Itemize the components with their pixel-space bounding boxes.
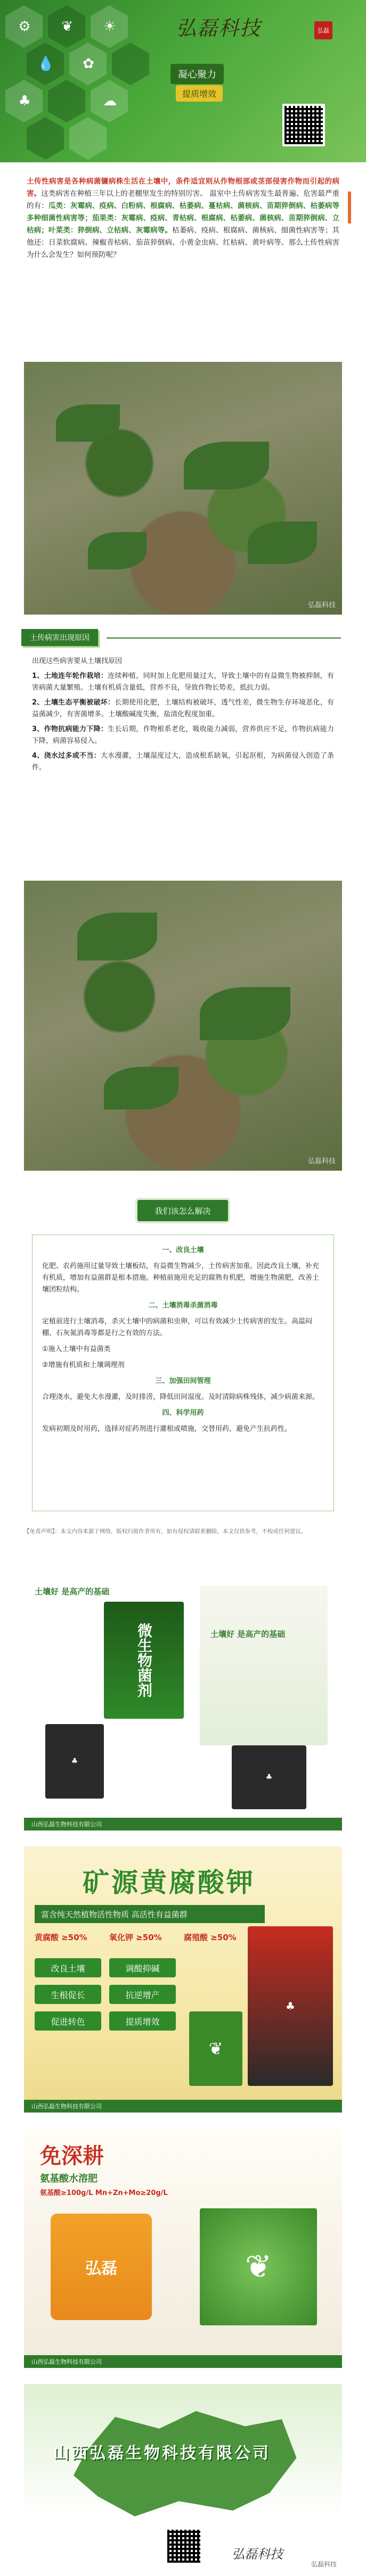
spec-stat: 氧化钾 ≥50% — [109, 1933, 162, 1942]
crop-photo — [24, 881, 342, 1171]
hex-decor — [69, 117, 107, 160]
ad-subtitle: 氨基酸水溶肥 — [40, 2173, 97, 2184]
cause-item — [32, 670, 334, 694]
solution-paragraph: 发病初期及时用药，选择对症药剂进行灌根或喷施，交替用药，避免产生抗药性。 — [42, 1425, 292, 1433]
solution-subheading: 二、土壤消毒杀菌消毒 — [148, 1302, 218, 1310]
leaf-shape — [184, 442, 269, 490]
cause-item — [32, 724, 334, 747]
solution-button[interactable]: 我们该怎么解决 — [137, 1200, 228, 1221]
solution-heading: 一、改良土壤 — [162, 1246, 204, 1254]
banner-tag-secondary: 提质增效 — [176, 85, 223, 102]
solution-subheading: 三、加强田间管理 — [155, 1377, 211, 1385]
ad-footer: 山西弘磊生物科技有限公司 — [24, 2355, 342, 2368]
drop-icon: 💧 — [37, 56, 55, 72]
product-bag: ♣ — [45, 1724, 104, 1799]
product-bucket: 弘磊 — [51, 2214, 152, 2320]
ad-subtitle: 富含纯天然植物活性物质 高活性有益菌群 — [35, 1905, 265, 1923]
product-ad-humic[interactable] — [24, 1846, 342, 2113]
brand-script-logo: 弘磊科技 — [176, 16, 262, 40]
footer-watermark: 弘磊科技 — [311, 2561, 337, 2568]
product-card — [200, 1586, 328, 1745]
cause-body: 长期使用化肥，土壤结构被破坏，透气性差，微生物生存环境恶化，有益菌减少，有害菌增多。土壤酸碱度失衡，盐渍化程度加重。 — [32, 699, 334, 718]
leaf-shape — [248, 521, 317, 564]
ad-title: 矿源黄腐酸钾 — [83, 1867, 255, 1898]
cause-head: 1、土地连年轮作栽培： — [32, 672, 108, 680]
page-footer — [24, 2384, 342, 2576]
cause-body: 生长后期，作物根系老化，吸收能力减弱，营养供应不足，作物抗病能力下降，病菌容易侵入。 — [32, 725, 334, 745]
product-bag: ♣ — [232, 1745, 306, 1809]
benefit-pill: 提质增效 — [109, 2011, 176, 2031]
cloud-icon: ☁ — [103, 93, 117, 109]
brand-script-logo: 弘磊科技 — [232, 2547, 283, 2562]
spec-stat: 腐殖酸 ≥50% — [184, 1933, 237, 1942]
solution-box — [32, 1235, 334, 1511]
tractor-icon: ⚙ — [18, 19, 31, 35]
cause-head: 3、作物抗病能力下降： — [32, 725, 108, 733]
photo-watermark: 弘磊科技 — [307, 1157, 336, 1165]
product-bag: 微生物菌剂 — [104, 1602, 184, 1719]
benefit-pill: 改良土壤 — [35, 1958, 101, 1977]
plant-icon: ♣ — [18, 93, 31, 109]
intro-sentence: 枯萎病、疫病、根腐病、菌核病、细菌性病害等；其他还：日菜软腐病、辣椒青枯病、茄苗猝倒病、小黄金虫病、红枯病、黄叶病等。那么土传性病害为什么会发生？如何预防呢？ — [27, 226, 340, 259]
benefit-pill: 生根促长 — [35, 1985, 101, 2004]
ad-footer: 山西弘磊生物科技有限公司 — [24, 1818, 342, 1830]
qr-pattern — [167, 2530, 200, 2563]
section-intro: 出现这些病害要从土壤找原因 — [32, 657, 123, 665]
banner-tag-primary: 凝心聚力 — [170, 64, 224, 84]
seedling-icon: ❦ — [189, 2011, 242, 2086]
highlight-definition: 是各种病菌镰病株生活在土壤中，条件适宜则从作物根部或茎部侵害作物而引起的病害。 — [27, 177, 340, 198]
intro-sentence: 温室中土传病害发生最普遍、危害最严重的有： — [27, 189, 340, 210]
cause-item — [32, 697, 334, 720]
benefit-pill: 调酸抑碱 — [109, 1958, 176, 1977]
leaf-icon: ❦ — [61, 19, 73, 35]
cause-body: 连续种植，同时加上化肥用量过大，导致土壤中的有益微生物被抑制，有害病菌大量繁殖。土壤有机质含量低，营养不良，导致作物长势差，抵抗力弱。 — [32, 672, 334, 692]
hex-decor — [112, 43, 149, 85]
ad-slogan: 土壤好 是高产的基础 — [210, 1629, 286, 1639]
map-silhouette — [61, 2405, 306, 2522]
brand-seal: 弘磊 — [314, 21, 332, 39]
photo-watermark: 弘磊科技 — [307, 601, 336, 609]
qr-code[interactable] — [165, 2528, 202, 2565]
ad-title: 免深耕 — [40, 2144, 104, 2168]
cause-item — [32, 750, 334, 774]
cause-head: 2、土壤生态平衡被破坏： — [32, 699, 115, 707]
disclaimer-text: 【免责声明】：本文内容来源于网络，版权归原作者所有，如有侵权请联系删除。本文仅供参考，不构成任何建议。 — [24, 1528, 307, 1535]
hex-decor — [27, 117, 64, 160]
cause-head: 4、浇水过多或不当： — [32, 752, 101, 760]
highlight-term: 土传性病害 — [27, 177, 64, 186]
causes-text — [32, 656, 334, 777]
accent-bar — [348, 192, 351, 223]
seedling-icon: ❦ — [200, 2208, 317, 2325]
product-ad-amino[interactable] — [24, 2128, 342, 2368]
leaf-shape — [56, 404, 120, 442]
qr-pattern — [284, 106, 323, 144]
header-banner — [0, 0, 366, 162]
benefit-pill: 促进转色 — [35, 2011, 101, 2031]
intro-paragraph — [27, 176, 339, 261]
section-heading: 土传病害出现原因 — [21, 629, 98, 646]
section-rule — [107, 637, 341, 639]
ad-footer: 山西弘磊生物科技有限公司 — [24, 2100, 342, 2113]
sun-icon: ☀ — [103, 19, 116, 35]
product-bag: ♣ — [248, 1926, 333, 2086]
crop-photo — [24, 362, 342, 615]
solution-subheading: 四、科学用药 — [162, 1409, 204, 1417]
spec-line: 氨基酸≥100g/L Mn+Zn+Mo≥20g/L — [40, 2189, 168, 2197]
solution-bullet: ②增施有机质和土壤调理剂 — [42, 1361, 125, 1369]
qr-code[interactable] — [282, 104, 325, 146]
hex-decor — [48, 80, 85, 122]
leaf-shape — [200, 987, 290, 1040]
leaf-shape — [104, 1067, 178, 1109]
solution-bullet: ①施入土壤中有益菌类 — [42, 1345, 111, 1353]
wheat-icon: ✿ — [83, 56, 94, 72]
product-ad-microbial[interactable] — [24, 1564, 342, 1830]
solution-paragraph: 合理浇水，避免大水漫灌，及时排涝，降低田间湿度。及时清除病株残体，减少病菌来源。 — [42, 1393, 320, 1401]
leaf-shape — [77, 913, 157, 960]
solution-paragraph: 化肥、农药施用过量导致土壤板结，有益微生物减少，土传病害加重。因此改良土壤，补充有机质，增加有益菌群是根本措施。种植前施用充足的腐熟有机肥，增施生物菌肥，改善土壤团粒结构。 — [42, 1262, 320, 1294]
leaf-shape — [88, 532, 147, 569]
disease-list: 瓜类：灰霉病、疫病、白粉病、根腐病、枯萎病、蔓枯病、菌核病、苗期猝倒病、枯萎病等多种细菌性病害等；茄果类：灰霉病、疫病、青枯病、根腐病、枯萎病、菌核病、苗期猝倒病、立枯病；叶菜类：猝倒病、立枯病、灰霉病等。 — [27, 202, 340, 235]
benefit-pill: 抗逆增产 — [109, 1985, 176, 2004]
spec-stat: 黄腐酸 ≥50% — [35, 1933, 87, 1942]
ad-slogan: 土壤好 是高产的基础 — [35, 1587, 110, 1596]
intro-sentence: 这类病害在种植三年以上的老棚里发生的特别厉害。 — [41, 189, 207, 198]
company-name: 山西弘磊生物科技有限公司 — [53, 2444, 271, 2463]
intro-text — [27, 176, 339, 351]
solution-paragraph: 定植前进行土壤消毒，杀灭土壤中的病菌和虫卵，可以有效减少土传病害的发生。高温闷棚、石灰氮消毒等都是行之有效的方法。 — [42, 1318, 313, 1337]
cause-body: 大水漫灌，土壤湿度过大，造成根系缺氧，引起沤根，为病菌侵入创造了条件。 — [32, 752, 334, 772]
